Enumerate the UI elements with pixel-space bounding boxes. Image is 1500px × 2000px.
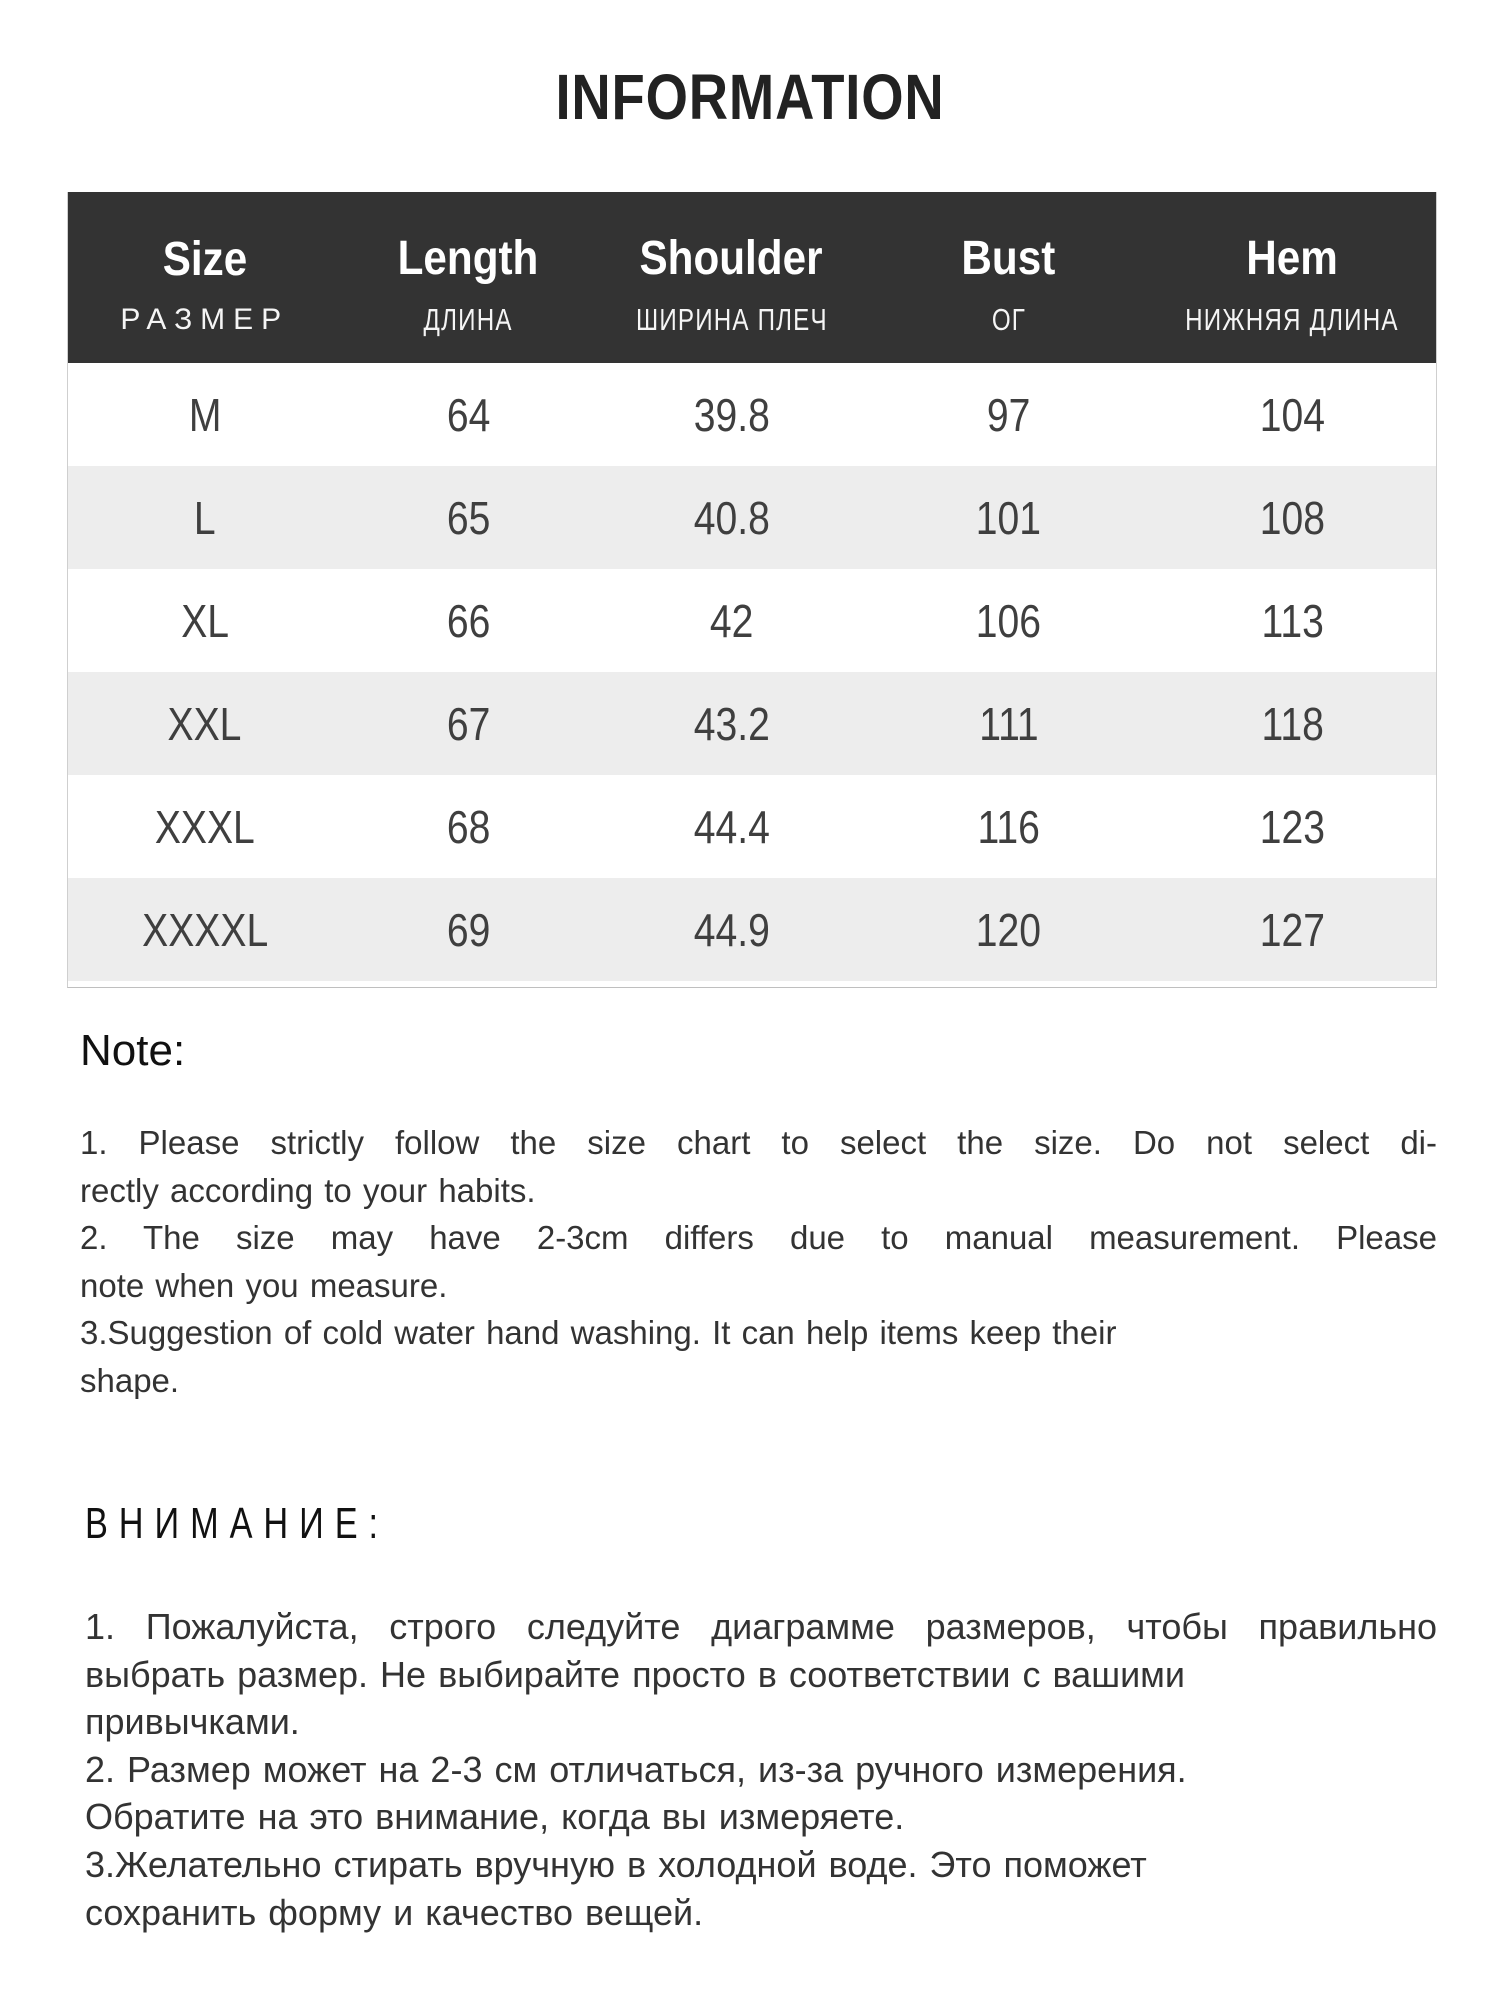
note-lines	[80, 1119, 1437, 1405]
cell-bust: 111	[978, 697, 1039, 750]
attention-line: Обратите на это внимание, когда вы измеряете.	[85, 1796, 905, 1838]
cell-length: 68	[446, 800, 490, 853]
note-line: rectly according to your habits.	[80, 1171, 536, 1209]
cell-shoulder: 44.4	[693, 800, 770, 853]
cell-bust: 120	[975, 903, 1042, 956]
header-label-ru: ОГ	[991, 302, 1026, 337]
attention-line: привычками.	[85, 1701, 300, 1743]
cell-shoulder: 43.2	[693, 697, 770, 750]
cell-hem: 123	[1259, 800, 1325, 853]
cell-hem: 118	[1261, 697, 1324, 750]
attention-line: сохранить форму и качество вещей.	[85, 1891, 704, 1933]
cell-length: 65	[446, 491, 490, 544]
attention-section-ru	[85, 1498, 1437, 1936]
header-label-en: Bust	[961, 232, 1056, 285]
header-label-ru: ШИРИНА ПЛЕЧ	[635, 302, 828, 337]
cell-size: XXXXL	[141, 903, 268, 956]
attention-lines	[85, 1603, 1437, 1936]
size-chart-table	[67, 192, 1437, 988]
header-label-en: Hem	[1246, 232, 1339, 285]
attention-line: 2. Размер может на 2-3 см отличаться, из-за ручного измерения.	[85, 1748, 1187, 1790]
header-label-en: Length	[397, 232, 539, 285]
table-row-xxl	[68, 672, 1436, 775]
cell-shoulder: 44.9	[693, 903, 770, 956]
cell-length: 67	[446, 697, 490, 750]
attention-line: выбрать размер. Не выбирайте просто в соответствии с вашими	[85, 1653, 1186, 1695]
header-label-en: Shoulder	[639, 232, 823, 285]
size-chart-header-row	[68, 192, 1436, 363]
table-row-xl	[68, 569, 1436, 672]
cell-length: 69	[446, 903, 490, 956]
attention-line: 1. Пожалуйста, строго следуйте диаграмме размеров, чтобы правильно	[85, 1606, 1437, 1647]
note-line: note when you measure.	[80, 1266, 448, 1304]
attention-line: 3.Желательно стирать вручную в холодной воде. Это поможет	[85, 1843, 1147, 1885]
cell-length: 66	[446, 594, 490, 647]
cell-size: L	[193, 491, 216, 544]
cell-hem: 104	[1259, 388, 1325, 441]
header-label-en: Size	[162, 233, 248, 286]
cell-bust: 106	[975, 594, 1042, 647]
cell-shoulder: 42	[709, 594, 754, 647]
note-line: 1. Please strictly follow the size chart to select the size. Do not select di-	[80, 1124, 1437, 1161]
note-heading: Note:	[80, 1026, 186, 1075]
header-label-ru: РАЗМЕР	[120, 303, 290, 336]
cell-size: XXL	[167, 697, 242, 750]
header-cell-shoulder	[595, 192, 869, 363]
cell-hem: 127	[1259, 903, 1325, 956]
note-line: 3.Suggestion of cold water hand washing. It can help items keep their	[80, 1314, 1117, 1352]
table-row-m	[68, 363, 1436, 466]
cell-size: XL	[180, 594, 229, 647]
header-label-ru: ДЛИНА	[423, 302, 513, 337]
cell-size: M	[188, 388, 222, 441]
note-line: shape.	[80, 1361, 180, 1399]
note-section-en	[80, 1025, 1437, 1405]
cell-bust: 116	[977, 800, 1040, 853]
header-label-ru: НИЖНЯЯ ДЛИНА	[1185, 302, 1400, 337]
cell-hem: 113	[1261, 594, 1324, 647]
attention-heading: ВНИМАНИЕ:	[85, 1499, 389, 1548]
cell-shoulder: 39.8	[693, 388, 770, 441]
cell-length: 64	[446, 388, 490, 441]
cell-hem: 108	[1259, 491, 1325, 544]
table-row-xxxxl	[68, 878, 1436, 981]
cell-bust: 97	[986, 388, 1031, 441]
size-chart-body	[68, 363, 1436, 981]
cell-bust: 101	[975, 491, 1042, 544]
header-cell-bust	[868, 192, 1148, 363]
cell-size: XXXL	[154, 800, 255, 853]
table-row-xxxl	[68, 775, 1436, 878]
header-cell-length	[342, 192, 595, 363]
header-cell-hem	[1149, 192, 1436, 363]
cell-shoulder: 40.8	[693, 491, 770, 544]
header-cell-size	[68, 192, 342, 363]
note-line: 2. The size may have 2-3cm differs due to manual measurement. Please	[80, 1219, 1437, 1257]
table-row-l	[68, 466, 1436, 569]
page-title: INFORMATION	[555, 61, 945, 133]
